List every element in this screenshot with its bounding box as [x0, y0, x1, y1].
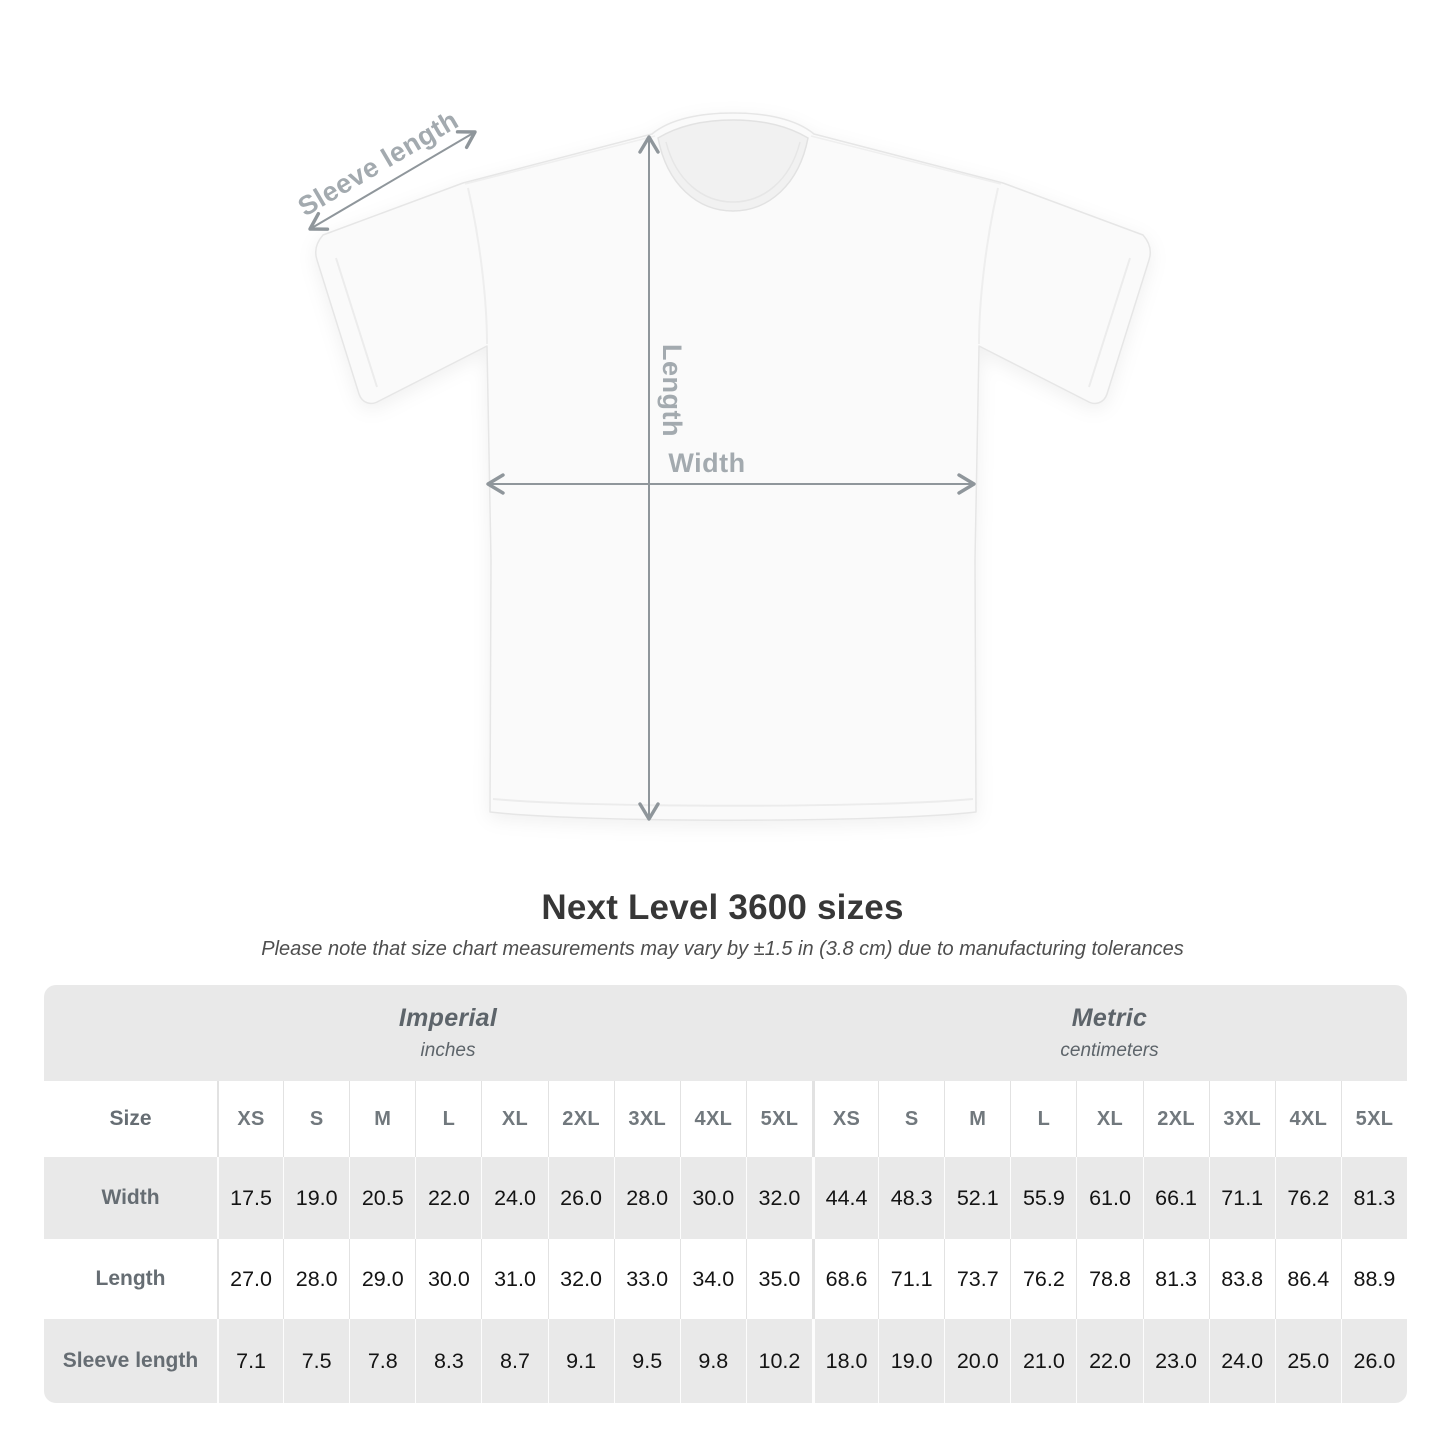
value-cell: 32.0 — [548, 1239, 614, 1319]
tolerance-note: Please note that size chart measurements may vary by ±1.5 in (3.8 cm) due to manufacturing tolerances — [261, 938, 1184, 960]
value-cell: 7.1 — [217, 1319, 283, 1403]
value-cell: 28.0 — [283, 1239, 349, 1319]
value-cell: 27.0 — [217, 1239, 283, 1319]
size-header: 2XL — [1143, 1081, 1209, 1157]
value-cell: 55.9 — [1010, 1157, 1076, 1239]
imperial-group-header — [44, 985, 812, 1081]
size-header: 5XL — [746, 1081, 812, 1157]
value-cell: 73.7 — [944, 1239, 1010, 1319]
size-header: 4XL — [1275, 1081, 1341, 1157]
size-header: S — [878, 1081, 944, 1157]
value-cell: 61.0 — [1076, 1157, 1142, 1239]
value-cell: 83.8 — [1209, 1239, 1275, 1319]
value-cell: 30.0 — [415, 1239, 481, 1319]
value-cell: 66.1 — [1143, 1157, 1209, 1239]
size-header: 4XL — [680, 1081, 746, 1157]
value-cell: 68.6 — [812, 1239, 878, 1319]
value-cell: 78.8 — [1076, 1239, 1142, 1319]
imperial-group-title: Imperial — [398, 1004, 498, 1032]
imperial-group-unit: inches — [420, 1040, 476, 1061]
value-cell: 76.2 — [1010, 1239, 1076, 1319]
value-cell: 52.1 — [944, 1157, 1010, 1239]
metric-group-title: Metric — [1071, 1004, 1148, 1032]
value-cell: 8.3 — [415, 1319, 481, 1403]
value-cell: 26.0 — [548, 1157, 614, 1239]
size-header: 3XL — [1209, 1081, 1275, 1157]
value-cell: 26.0 — [1341, 1319, 1407, 1403]
value-cell: 9.8 — [680, 1319, 746, 1403]
size-header: 5XL — [1341, 1081, 1407, 1157]
sleeve-length-label: Sleeve length — [292, 104, 464, 223]
row-label-length: Length — [44, 1239, 217, 1319]
size-table — [44, 985, 1407, 1403]
value-cell: 9.1 — [548, 1319, 614, 1403]
value-cell: 24.0 — [1209, 1319, 1275, 1403]
size-header: 3XL — [614, 1081, 680, 1157]
size-column-header: Size — [44, 1081, 217, 1157]
value-cell: 71.1 — [878, 1239, 944, 1319]
value-cell: 22.0 — [1076, 1319, 1142, 1403]
value-cell: 28.0 — [614, 1157, 680, 1239]
size-header: 2XL — [548, 1081, 614, 1157]
value-cell: 10.2 — [746, 1319, 812, 1403]
value-cell: 29.0 — [349, 1239, 415, 1319]
value-cell: 34.0 — [680, 1239, 746, 1319]
value-cell: 33.0 — [614, 1239, 680, 1319]
size-header: XS — [217, 1081, 283, 1157]
value-cell: 86.4 — [1275, 1239, 1341, 1319]
value-cell: 18.0 — [812, 1319, 878, 1403]
value-cell: 24.0 — [481, 1157, 547, 1239]
size-header: XS — [812, 1081, 878, 1157]
value-cell: 25.0 — [1275, 1319, 1341, 1403]
value-cell: 17.5 — [217, 1157, 283, 1239]
value-cell: 22.0 — [415, 1157, 481, 1239]
size-header: L — [415, 1081, 481, 1157]
row-label-sleeve-length: Sleeve length — [44, 1319, 217, 1403]
length-label: Length — [657, 344, 687, 437]
value-cell: 30.0 — [680, 1157, 746, 1239]
metric-group-header — [812, 985, 1407, 1081]
value-cell: 71.1 — [1209, 1157, 1275, 1239]
value-cell: 19.0 — [283, 1157, 349, 1239]
value-cell: 7.5 — [283, 1319, 349, 1403]
metric-group-unit: centimeters — [1060, 1040, 1159, 1061]
size-header: L — [1010, 1081, 1076, 1157]
size-header: XL — [1076, 1081, 1142, 1157]
value-cell: 23.0 — [1143, 1319, 1209, 1403]
value-cell: 81.3 — [1143, 1239, 1209, 1319]
value-cell: 44.4 — [812, 1157, 878, 1239]
value-cell: 88.9 — [1341, 1239, 1407, 1319]
value-cell: 21.0 — [1010, 1319, 1076, 1403]
size-header: M — [349, 1081, 415, 1157]
value-cell: 20.5 — [349, 1157, 415, 1239]
size-header: M — [944, 1081, 1010, 1157]
value-cell: 8.7 — [481, 1319, 547, 1403]
size-header: S — [283, 1081, 349, 1157]
value-cell: 19.0 — [878, 1319, 944, 1403]
value-cell: 32.0 — [746, 1157, 812, 1239]
row-label-width: Width — [44, 1157, 217, 1239]
value-cell: 81.3 — [1341, 1157, 1407, 1239]
value-cell: 35.0 — [746, 1239, 812, 1319]
size-header: XL — [481, 1081, 547, 1157]
value-cell: 20.0 — [944, 1319, 1010, 1403]
page-title: Next Level 3600 sizes — [541, 888, 904, 927]
value-cell: 31.0 — [481, 1239, 547, 1319]
value-cell: 7.8 — [349, 1319, 415, 1403]
value-cell: 9.5 — [614, 1319, 680, 1403]
value-cell: 48.3 — [878, 1157, 944, 1239]
value-cell: 76.2 — [1275, 1157, 1341, 1239]
width-label: Width — [668, 448, 746, 478]
